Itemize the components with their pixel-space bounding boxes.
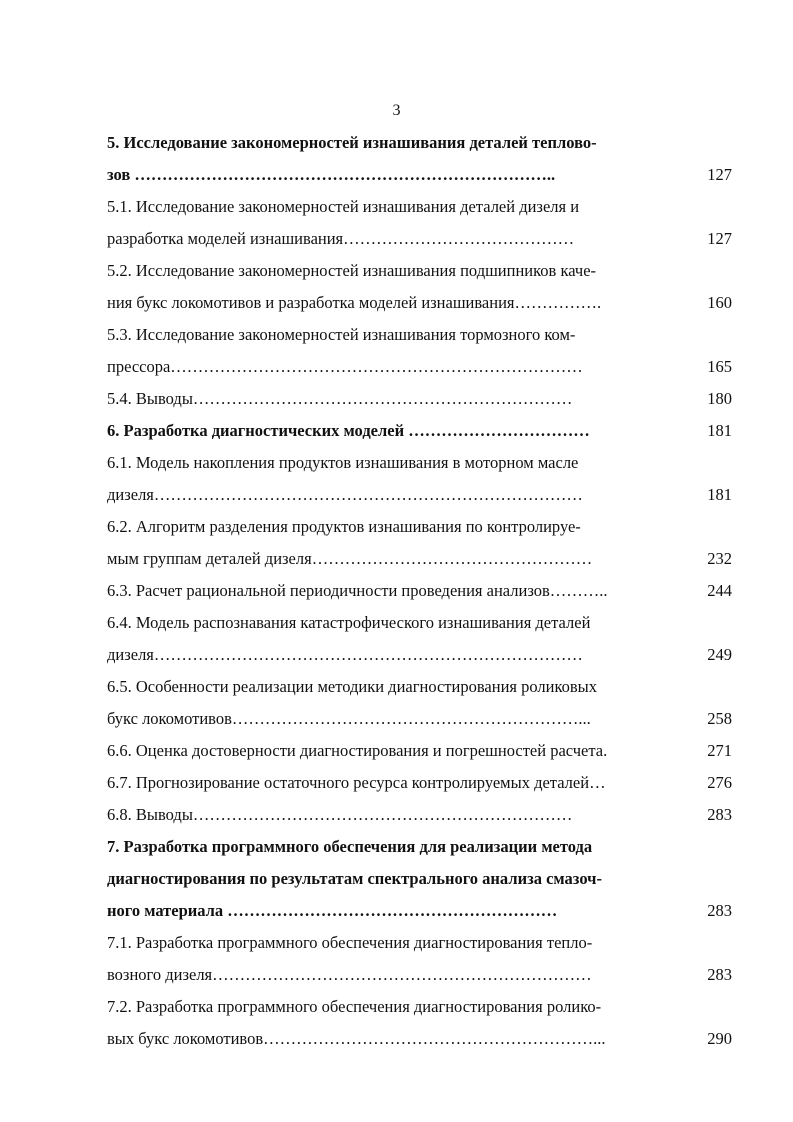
- toc-page-number: 165: [707, 357, 732, 376]
- toc-page-number: 180: [707, 389, 732, 408]
- toc-line: [107, 677, 732, 709]
- toc-line-text: 7.2. Разработка программного обеспечения диагностирования ролико-: [107, 997, 602, 1016]
- toc-line-text: дизеля……………………………………………………………………: [107, 645, 583, 664]
- toc-line: [107, 229, 732, 261]
- toc-line: [107, 933, 732, 965]
- toc-line-text: 6.5. Особенности реализации методики диагностирования роликовых: [107, 677, 598, 696]
- toc-page-number: 160: [707, 293, 732, 312]
- toc-line-text: зов …………………………………………………………………..: [107, 165, 556, 184]
- toc-line: [107, 837, 732, 869]
- toc-line-text: букс локомотивов………………………………………………………...: [107, 709, 591, 728]
- toc-line: [107, 325, 732, 357]
- toc-line: [107, 165, 732, 197]
- toc-entry: [107, 581, 732, 613]
- toc-line-text: дизеля……………………………………………………………………: [107, 485, 583, 504]
- toc-page-number: 290: [707, 1029, 732, 1048]
- toc-line-text: возного дизеля……………………………………………………………: [107, 965, 592, 984]
- toc-line: [107, 549, 732, 581]
- toc-line: [107, 869, 732, 901]
- toc-page-number: 258: [707, 709, 732, 728]
- toc-entry: [107, 837, 732, 933]
- toc-line: [107, 581, 732, 613]
- toc-page-number: 181: [707, 421, 732, 440]
- toc-entry: [107, 389, 732, 421]
- toc-entry: [107, 453, 732, 517]
- toc-line: [107, 965, 732, 997]
- toc-line: [107, 1029, 732, 1061]
- toc-line: [107, 293, 732, 325]
- toc-line-text: 5.3. Исследование закономерностей изнашивания тормозного ком-: [107, 325, 576, 344]
- toc-line-text: 5.4. Выводы……………………………………………………………: [107, 389, 573, 408]
- toc-entry: [107, 773, 732, 805]
- toc-line-text: 7. Разработка программного обеспечения для реализации метода: [107, 837, 593, 856]
- toc-line-text: 5.1. Исследование закономерностей изнашивания деталей дизеля и: [107, 197, 580, 216]
- toc-page-number: 283: [707, 901, 732, 920]
- toc-line: [107, 645, 732, 677]
- toc-line-text: 6.4. Модель распознавания катастрофического изнашивания деталей: [107, 613, 591, 632]
- toc-line: [107, 133, 732, 165]
- toc-line-text: 5.2. Исследование закономерностей изнашивания подшипников каче-: [107, 261, 597, 280]
- toc-line-text: 7.1. Разработка программного обеспечения диагностирования тепло-: [107, 933, 593, 952]
- toc-line: [107, 261, 732, 293]
- table-of-contents: [107, 133, 732, 1061]
- toc-page-number: 249: [707, 645, 732, 664]
- toc-entry: [107, 261, 732, 325]
- toc-entry: [107, 197, 732, 261]
- toc-line-text: ния букс локомотивов и разработка моделей изнашивания…………….: [107, 293, 602, 312]
- toc-line: [107, 421, 732, 453]
- toc-line-text: диагностирования по результатам спектрального анализа смазоч-: [107, 869, 602, 888]
- toc-page-number: 276: [707, 773, 732, 792]
- toc-page-number: 244: [707, 581, 732, 600]
- toc-entry: [107, 677, 732, 741]
- toc-page-number: 283: [707, 965, 732, 984]
- toc-line-text: 6.6. Оценка достоверности диагностирования и погрешностей расчета.: [107, 741, 608, 760]
- toc-line: [107, 357, 732, 389]
- toc-line-text: ного материала ……………………………………………………: [107, 901, 558, 920]
- toc-page-number: 127: [707, 165, 732, 184]
- toc-page-number: 271: [707, 741, 732, 760]
- toc-line-text: разработка моделей изнашивания……………………………………: [107, 229, 575, 248]
- toc-entry: [107, 325, 732, 389]
- toc-line-text: 5. Исследование закономерностей изнашивания деталей теплово-: [107, 133, 597, 152]
- toc-line: [107, 517, 732, 549]
- toc-entry: [107, 133, 732, 197]
- toc-line: [107, 901, 732, 933]
- toc-line-text: мым группам деталей дизеля……………………………………………: [107, 549, 593, 568]
- toc-entry: [107, 421, 732, 453]
- toc-line-text: 6. Разработка диагностических моделей ……………………………: [107, 421, 590, 440]
- toc-line: [107, 453, 732, 485]
- toc-line: [107, 389, 732, 421]
- toc-line: [107, 613, 732, 645]
- toc-page-number: 283: [707, 805, 732, 824]
- toc-entry: [107, 805, 732, 837]
- toc-line: [107, 741, 732, 773]
- toc-line: [107, 773, 732, 805]
- toc-line-text: 6.1. Модель накопления продуктов изнашивания в моторном масле: [107, 453, 579, 472]
- toc-entry: [107, 613, 732, 677]
- toc-line-text: прессора…………………………………………………………………: [107, 357, 583, 376]
- toc-line: [107, 197, 732, 229]
- toc-line-text: 6.3. Расчет рациональной периодичности проведения анализов………..: [107, 581, 608, 600]
- toc-line: [107, 805, 732, 837]
- toc-line-text: 6.8. Выводы……………………………………………………………: [107, 805, 573, 824]
- toc-line-text: 6.7. Прогнозирование остаточного ресурса контролируемых деталей…: [107, 773, 606, 792]
- toc-line-text: вых букс локомотивов……………………………………………………...: [107, 1029, 606, 1048]
- toc-line-text: 6.2. Алгоритм разделения продуктов изнашивания по контролируе-: [107, 517, 581, 536]
- toc-line: [107, 997, 732, 1029]
- page-number: 3: [392, 102, 401, 119]
- toc-page-number: 127: [707, 229, 732, 248]
- toc-page-number: 232: [707, 549, 732, 568]
- toc-line: [107, 485, 732, 517]
- toc-entry: [107, 997, 732, 1061]
- toc-page-number: 181: [707, 485, 732, 504]
- toc-entry: [107, 741, 732, 773]
- toc-entry: [107, 517, 732, 581]
- toc-line: [107, 709, 732, 741]
- toc-entry: [107, 933, 732, 997]
